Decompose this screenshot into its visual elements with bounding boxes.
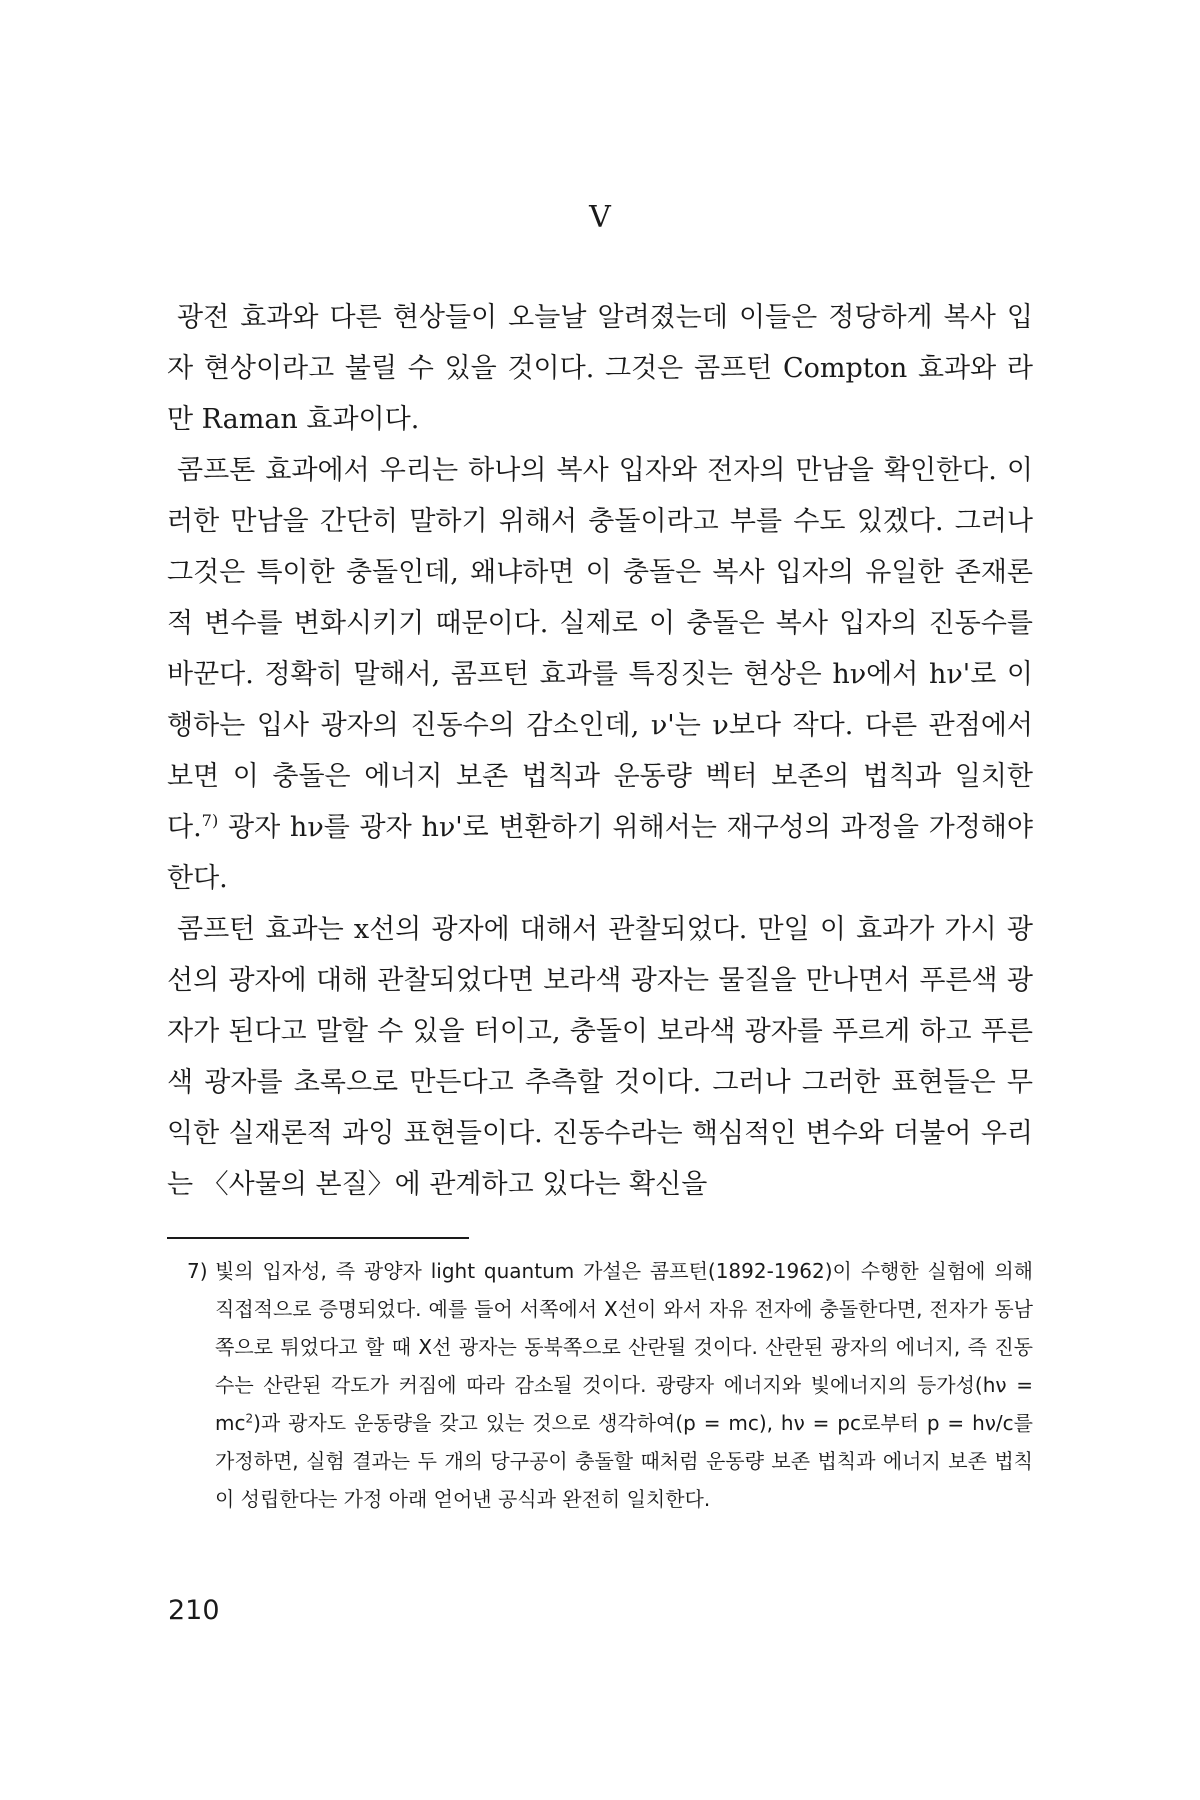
footnote-text-part-2: )과 광자도 운동량을 갖고 있는 것으로 생각하여(p = mc), hν = pc로부터 p = hν/c를 가정하면, 실험 결과는 두 개의 당구공이 충돌할 때처럼 운동량 보존 법칙과 에너지 보존 법칙이 성립한다는 가정 아래 얻어낸 공식과 완전히 일치한다.	[215, 1411, 1033, 1511]
paragraph-1: 광전 효과와 다른 현상들이 오늘날 알려졌는데 이들은 정당하게 복사 입자 현상이라고 불릴 수 있을 것이다. 그것은 콤프턴 Compton 효과와 라만 Raman 효과이다.	[167, 302, 1033, 435]
footnote-number: 7)	[187, 1259, 208, 1283]
paragraph-2-continued: 광자 hν를 광자 hν'로 변환하기 위해서는 재구성의 과정을 가정해야 한다.	[167, 812, 1033, 894]
body-text	[167, 292, 1033, 1210]
footnote-reference[interactable]: 7)	[201, 811, 219, 830]
paragraph-2-text: 콤프톤 효과에서 우리는 하나의 복사 입자와 전자의 만남을 확인한다. 이러한 만남을 간단히 말하기 위해서 충돌이라고 부를 수도 있겠다. 그러나 그것은 특이한 충돌인데, 왜냐하면 이 충돌은 복사 입자의 유일한 존재론적 변수를 변화시키기 때문이다. 실제로 이 충돌은 복사 입자의 진동수를 바꾼다. 정확히 말해서, 콤프턴 효과를 특징짓는 현상은 hν에서 hν'로 이행하는 입사 광자의 진동수의 감소인데, ν'는 ν보다 작다. 다른 관점에서 보면 이 충돌은 에너지 보존 법칙과 운동량 벡터 보존의 법칙과 일치한다.	[167, 455, 1033, 843]
paragraph-3: 콤프턴 효과는 x선의 광자에 대해서 관찰되었다. 만일 이 효과가 가시 광선의 광자에 대해 관찰되었다면 보라색 광자는 물질을 만나면서 푸른색 광자가 된다고 말할 수 있을 터이고, 충돌이 보라색 광자를 푸르게 하고 푸른색 광자를 초록으로 만든다고 추측할 것이다. 그러나 그러한 표현들은 무익한 실재론적 과잉 표현들이다. 진동수라는 핵심적인 변수와 더불어 우리는 〈사물의 본질〉에 관계하고 있다는 확신을	[167, 914, 1033, 1200]
footnote-superscript: 2	[245, 1411, 254, 1426]
footnote	[187, 1252, 1033, 1518]
section-heading: V	[589, 200, 611, 235]
footnote-text	[215, 1252, 1033, 1518]
paragraph-2	[167, 445, 1033, 904]
footnote-divider	[167, 1237, 469, 1239]
footnote-text-part-1: 빛의 입자성, 즉 광양자 light quantum 가설은 콤프턴(1892-1962)이 수행한 실험에 의해 직접적으로 증명되었다. 예를 들어 서쪽에서 X선이 와서 자유 전자에 충돌한다면, 전자가 동남쪽으로 튀었다고 할 때 X선 광자는 동북쪽으로 산란될 것이다. 산란된 광자의 에너지, 즉 진동수는 산란된 각도가 커짐에 따라 감소될 것이다. 광량자 에너지와 빛에너지의 등가성(hν = mc	[215, 1259, 1033, 1435]
page-number: 210	[168, 1595, 220, 1626]
